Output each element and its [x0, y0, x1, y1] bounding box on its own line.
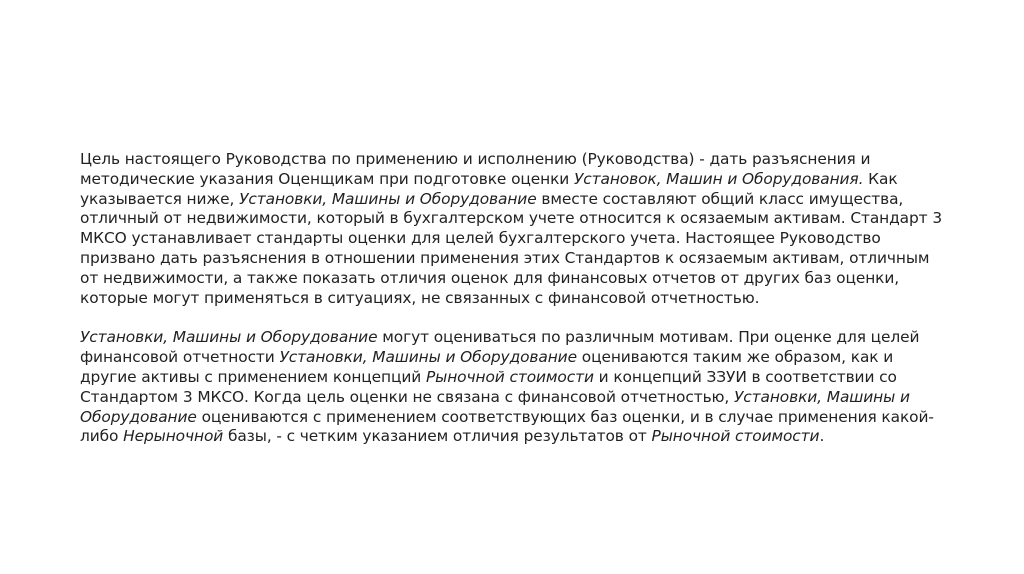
paragraph-2 — [80, 328, 950, 447]
text-run: вместе составляют общий класс имущества, отличный от недвижимости, который в бухгалтерском учете относится к осязаемым активам. Стандарт 3 МКСО устанавливает стандарты оценки для целей бухгалтерского учета. Настоящее Руководство призвано дать разъяснения в отношении применения этих Стандартов к осязаемым активам, отличным от недвижимости, а также показать отличия оценок для финансовых отчетов от других баз оценки, которые могут применяться в ситуациях, не связанных с финансовой отчетностью. — [80, 189, 943, 307]
paragraph-1 — [80, 150, 950, 308]
text-run: оцениваются с применением соответствующих баз оценки, и в случае применения какой-либо — [80, 407, 934, 446]
text-run-italic: Установки, Машины и Оборудование — [80, 387, 910, 426]
text-run-italic: Установок, Машин и Оборудования. — [573, 169, 864, 188]
text-run-italic: Установки, Машины и Оборудование — [80, 328, 378, 347]
text-run: оцениваются таким же образом, как и другие активы с применением концепций — [80, 348, 894, 386]
text-run-italic: Установки, Машины и Оборудование — [279, 348, 577, 367]
text-run: Как указывается ниже, — [80, 169, 898, 208]
text-run-italic: Нерыночной — [123, 427, 224, 446]
text-run: могут оцениваться по различным мотивам. При оценке для целей финансовой отчетности — [80, 328, 920, 367]
text-block — [80, 150, 950, 447]
text-run-italic: Рыночной стоимости — [425, 367, 594, 386]
text-run-italic: Рыночной стоимости — [651, 427, 820, 446]
text-run: . — [819, 427, 825, 446]
text-run: базы, - с четким указанием отличия результатов от — [223, 427, 652, 446]
text-run: и концепций ЗЗУИ в соответствии со Стандартом 3 МКСО. Когда цель оценки не связана с финансовой отчетностью, — [80, 367, 897, 406]
text-run: Цель настоящего Руководства по применению и исполнению (Руководства) - дать разъяснения и методические указания Оценщикам при подготовке оценки — [80, 150, 871, 188]
text-run-italic: Установки, Машины и Оборудование — [239, 189, 537, 208]
